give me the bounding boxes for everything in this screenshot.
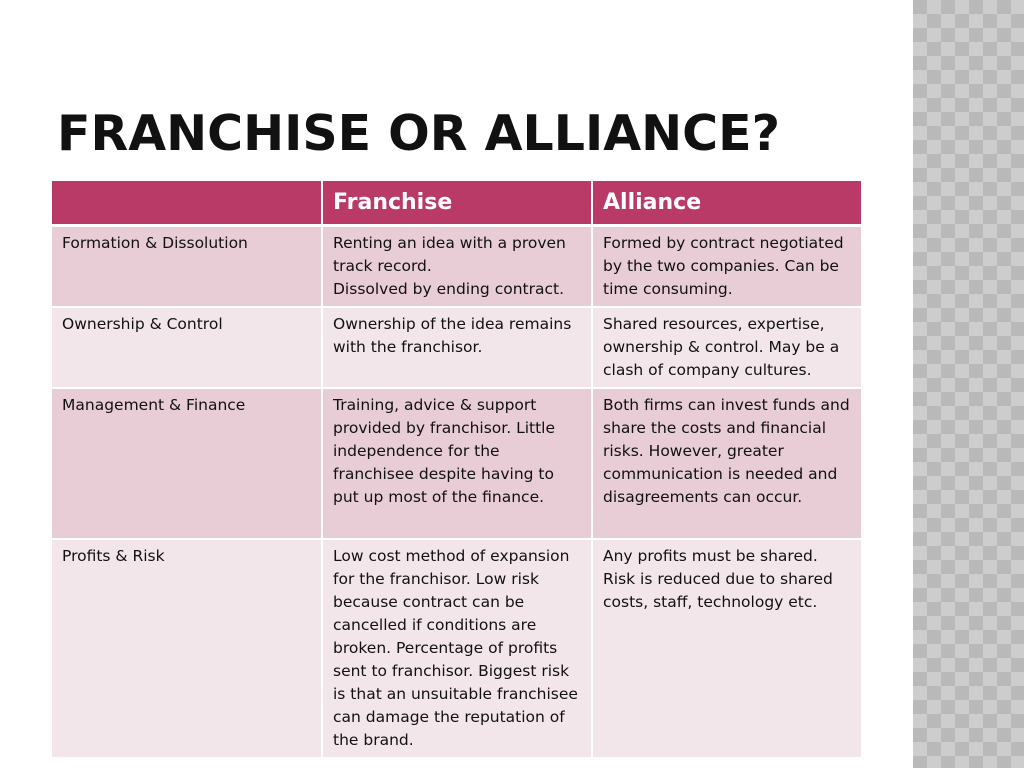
cell-text: Low cost method of expansion for the franchisor. Low risk because contract can be cancelled if conditions are broken. Percentage of profits sent to franchisor. Biggest risk is that an unsuitable franchisee can damage the reputation of the brand. bbox=[333, 547, 578, 749]
row-label: Management & Finance bbox=[52, 388, 322, 539]
table-row bbox=[52, 388, 861, 539]
alliance-cell: Any profits must be shared. Risk is reduced due to shared costs, staff, technology etc. bbox=[592, 539, 861, 758]
table-header-row bbox=[52, 181, 861, 226]
row-label: Profits & Risk bbox=[52, 539, 322, 758]
slide-title: FRANCHISE OR ALLIANCE? bbox=[57, 105, 780, 162]
franchise-cell bbox=[322, 307, 592, 388]
table-row bbox=[52, 539, 861, 758]
row-label: Formation & Dissolution bbox=[52, 226, 322, 308]
header-cell-alliance: Alliance bbox=[592, 181, 861, 226]
alliance-cell: Shared resources, expertise, ownership & control. May be a clash of company cultures. bbox=[592, 307, 861, 388]
table-row bbox=[52, 226, 861, 308]
decorative-side-pattern bbox=[913, 0, 1024, 768]
cell-text: Ownership of the idea remains with the franchisor. bbox=[333, 315, 572, 356]
alliance-cell: Both firms can invest funds and share the costs and financial risks. However, greater communication is needed and disagreements can occur. bbox=[592, 388, 861, 539]
franchise-cell bbox=[322, 539, 592, 758]
row-label: Ownership & Control bbox=[52, 307, 322, 388]
cell-text: Renting an idea with a proven track record. bbox=[333, 234, 566, 275]
franchise-cell bbox=[322, 226, 592, 308]
header-cell-empty bbox=[52, 181, 322, 226]
alliance-cell: Formed by contract negotiated by the two companies. Can be time consuming. bbox=[592, 226, 861, 308]
cell-text: Dissolved by ending contract. bbox=[333, 280, 564, 298]
franchise-cell bbox=[322, 388, 592, 539]
header-cell-franchise: Franchise bbox=[322, 181, 592, 226]
comparison-table bbox=[52, 181, 861, 759]
cell-text: Training, advice & support provided by franchisor. Little independence for the franchisee despite having to put up most of the finance. bbox=[333, 396, 556, 506]
table-row bbox=[52, 307, 861, 388]
